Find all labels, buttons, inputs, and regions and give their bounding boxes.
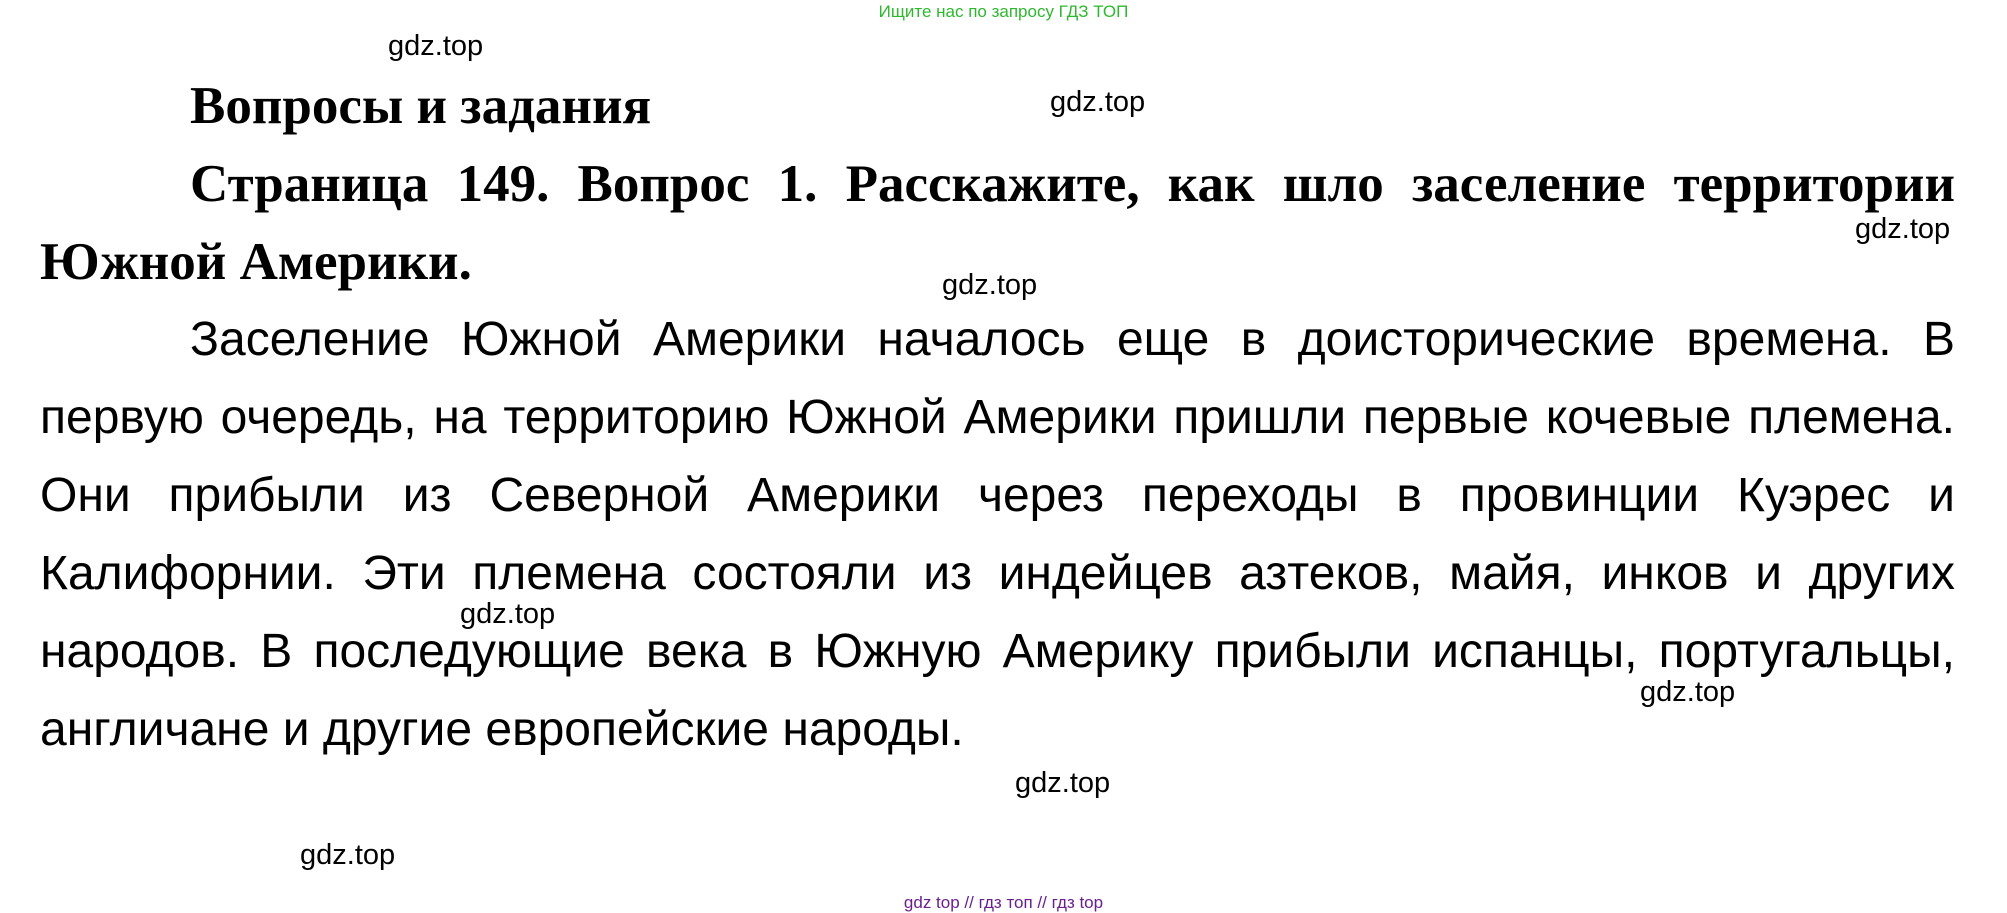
watermark: gdz.top — [300, 839, 396, 871]
watermark: gdz.top — [942, 269, 1038, 301]
watermark: gdz.top — [1050, 86, 1146, 118]
watermark: gdz.top — [388, 30, 484, 62]
watermark: gdz.top — [460, 598, 556, 630]
watermark: gdz.top — [1015, 767, 1111, 799]
footer-links: gdz top // гдз топ // гдз top — [903, 893, 1104, 912]
top-banner: Ищите нас по запросу ГДЗ ТОП — [878, 2, 1129, 21]
answer-text: Заселение Южной Америки началось еще в доисторические времена. В первую очередь, на территорию Южной Америки пришли первые кочевые племена. Они прибыли из Северной Америки через переходы в провинции Куэрес и Калифорнии. Эти племена состояли из индейцев азтеков, майя, инков и других народов. В последующие века в Южную Америку прибыли испанцы, португальцы, англичане и другие европейские народы. — [40, 313, 1955, 756]
watermark: gdz.top — [1640, 676, 1736, 708]
watermark: gdz.top — [1855, 213, 1951, 245]
section-heading: Вопросы и задания — [190, 77, 652, 135]
document-body — [40, 68, 1955, 769]
question-text: Страница 149. Вопрос 1. Расскажите, как шло заселение территории Южной Америки. — [40, 155, 1955, 291]
